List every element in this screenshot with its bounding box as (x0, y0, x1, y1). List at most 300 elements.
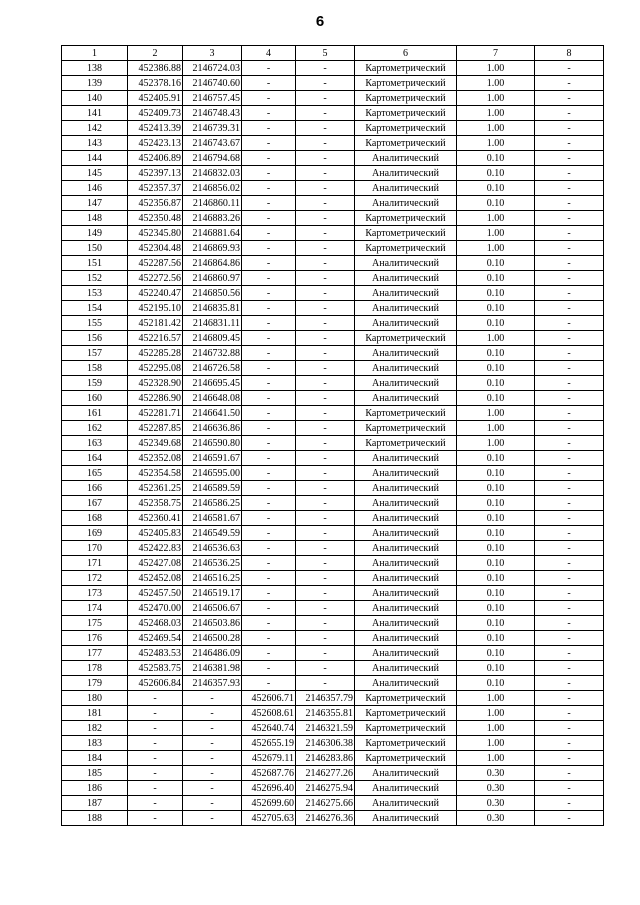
point-number-cell: 172 (62, 571, 128, 586)
y-coord-cell: 2146739.31 (183, 121, 242, 136)
y-coord-cell: 2146869.93 (183, 241, 242, 256)
x-coord-cell: - (128, 691, 183, 706)
note-cell: - (535, 796, 604, 811)
note-cell: - (535, 151, 604, 166)
point-number-cell: 175 (62, 616, 128, 631)
table-row (62, 106, 604, 121)
point-number-cell: 165 (62, 466, 128, 481)
y-coord-new-cell: - (296, 466, 355, 481)
x-coord-new-cell: - (242, 616, 296, 631)
accuracy-cell: 0.10 (457, 181, 535, 196)
table-row (62, 541, 604, 556)
x-coord-cell: - (128, 706, 183, 721)
method-cell: Аналитический (355, 796, 457, 811)
note-cell: - (535, 691, 604, 706)
note-cell: - (535, 331, 604, 346)
y-coord-new-cell: - (296, 76, 355, 91)
point-number-cell: 160 (62, 391, 128, 406)
y-coord-new-cell: - (296, 601, 355, 616)
table-row (62, 496, 604, 511)
method-cell: Аналитический (355, 616, 457, 631)
y-coord-cell: 2146832.03 (183, 166, 242, 181)
x-coord-cell: 452405.91 (128, 91, 183, 106)
point-number-cell: 146 (62, 181, 128, 196)
note-cell: - (535, 646, 604, 661)
y-coord-new-cell: - (296, 121, 355, 136)
method-cell: Аналитический (355, 811, 457, 826)
method-cell: Аналитический (355, 316, 457, 331)
x-coord-cell: 452469.54 (128, 631, 183, 646)
y-coord-new-cell: - (296, 511, 355, 526)
note-cell: - (535, 121, 604, 136)
x-coord-cell: 452295.08 (128, 361, 183, 376)
table-row (62, 811, 604, 826)
x-coord-cell: 452356.87 (128, 196, 183, 211)
point-number-cell: 159 (62, 376, 128, 391)
y-coord-new-cell: 2146355.81 (296, 706, 355, 721)
point-number-cell: 149 (62, 226, 128, 241)
x-coord-new-cell: - (242, 466, 296, 481)
point-number-cell: 167 (62, 496, 128, 511)
y-coord-cell: 2146864.86 (183, 256, 242, 271)
note-cell: - (535, 721, 604, 736)
method-cell: Аналитический (355, 481, 457, 496)
y-coord-new-cell: - (296, 196, 355, 211)
method-cell: Аналитический (355, 556, 457, 571)
x-coord-cell: 452583.75 (128, 661, 183, 676)
table-row (62, 526, 604, 541)
x-coord-new-cell: - (242, 256, 296, 271)
method-cell: Картометрический (355, 91, 457, 106)
method-cell: Аналитический (355, 376, 457, 391)
accuracy-cell: 0.10 (457, 361, 535, 376)
accuracy-cell: 0.30 (457, 781, 535, 796)
y-coord-new-cell: - (296, 586, 355, 601)
y-coord-cell: 2146590.80 (183, 436, 242, 451)
x-coord-cell: - (128, 796, 183, 811)
y-coord-new-cell: - (296, 481, 355, 496)
accuracy-cell: 0.10 (457, 646, 535, 661)
y-coord-cell: 2146589.59 (183, 481, 242, 496)
accuracy-cell: 0.10 (457, 556, 535, 571)
y-coord-new-cell: - (296, 571, 355, 586)
y-coord-cell: 2146860.11 (183, 196, 242, 211)
point-number-cell: 138 (62, 61, 128, 76)
accuracy-cell: 0.30 (457, 811, 535, 826)
page-number: 6 (315, 13, 325, 30)
note-cell: - (535, 616, 604, 631)
table-row (62, 736, 604, 751)
x-coord-new-cell: - (242, 346, 296, 361)
y-coord-cell: - (183, 706, 242, 721)
table-row (62, 631, 604, 646)
y-coord-cell: 2146636.86 (183, 421, 242, 436)
table-row (62, 481, 604, 496)
x-coord-new-cell: - (242, 181, 296, 196)
point-number-cell: 154 (62, 301, 128, 316)
table-row (62, 331, 604, 346)
x-coord-new-cell: - (242, 106, 296, 121)
x-coord-cell: 452345.80 (128, 226, 183, 241)
y-coord-cell: 2146695.45 (183, 376, 242, 391)
table-row (62, 646, 604, 661)
table-row (62, 301, 604, 316)
x-coord-new-cell: 452608.61 (242, 706, 296, 721)
table-row (62, 706, 604, 721)
x-coord-new-cell: 452606.71 (242, 691, 296, 706)
y-coord-cell: 2146831.11 (183, 316, 242, 331)
table-row (62, 121, 604, 136)
accuracy-cell: 0.10 (457, 166, 535, 181)
accuracy-cell: 0.30 (457, 796, 535, 811)
point-number-cell: 176 (62, 631, 128, 646)
method-cell: Картометрический (355, 436, 457, 451)
y-coord-cell: 2146856.02 (183, 181, 242, 196)
method-cell: Аналитический (355, 466, 457, 481)
x-coord-new-cell: 452679.11 (242, 751, 296, 766)
y-coord-new-cell: - (296, 181, 355, 196)
accuracy-cell: 1.00 (457, 76, 535, 91)
accuracy-cell: 1.00 (457, 91, 535, 106)
x-coord-new-cell: 452640.74 (242, 721, 296, 736)
note-cell: - (535, 166, 604, 181)
x-coord-cell: 452240.47 (128, 286, 183, 301)
x-coord-cell: 452272.56 (128, 271, 183, 286)
y-coord-new-cell: - (296, 676, 355, 691)
point-number-cell: 184 (62, 751, 128, 766)
point-number-cell: 143 (62, 136, 128, 151)
y-coord-cell: 2146835.81 (183, 301, 242, 316)
y-coord-cell: - (183, 736, 242, 751)
point-number-cell: 163 (62, 436, 128, 451)
point-number-cell: 169 (62, 526, 128, 541)
accuracy-cell: 1.00 (457, 436, 535, 451)
y-coord-cell: 2146740.60 (183, 76, 242, 91)
y-coord-cell: - (183, 691, 242, 706)
method-cell: Аналитический (355, 151, 457, 166)
method-cell: Картометрический (355, 721, 457, 736)
x-coord-new-cell: - (242, 601, 296, 616)
point-number-cell: 157 (62, 346, 128, 361)
x-coord-new-cell: 452699.60 (242, 796, 296, 811)
note-cell: - (535, 661, 604, 676)
table-row (62, 751, 604, 766)
y-coord-new-cell: - (296, 646, 355, 661)
x-coord-cell: 452354.58 (128, 466, 183, 481)
accuracy-cell: 1.00 (457, 751, 535, 766)
x-coord-cell: 452483.53 (128, 646, 183, 661)
x-coord-new-cell: - (242, 226, 296, 241)
point-number-cell: 140 (62, 91, 128, 106)
note-cell: - (535, 601, 604, 616)
x-coord-new-cell: - (242, 316, 296, 331)
y-coord-cell: - (183, 766, 242, 781)
x-coord-new-cell: - (242, 451, 296, 466)
accuracy-cell: 1.00 (457, 241, 535, 256)
y-coord-new-cell: - (296, 211, 355, 226)
x-coord-cell: 452452.08 (128, 571, 183, 586)
note-cell: - (535, 736, 604, 751)
x-coord-new-cell: - (242, 286, 296, 301)
point-number-cell: 183 (62, 736, 128, 751)
method-cell: Аналитический (355, 361, 457, 376)
accuracy-cell: 0.10 (457, 346, 535, 361)
accuracy-cell: 0.30 (457, 766, 535, 781)
accuracy-cell: 0.10 (457, 316, 535, 331)
x-coord-new-cell: - (242, 301, 296, 316)
x-coord-new-cell: - (242, 526, 296, 541)
x-coord-cell: 452427.08 (128, 556, 183, 571)
y-coord-cell: 2146357.93 (183, 676, 242, 691)
y-coord-new-cell: - (296, 361, 355, 376)
table-row (62, 241, 604, 256)
table-row (62, 151, 604, 166)
table-row (62, 256, 604, 271)
y-coord-new-cell: - (296, 91, 355, 106)
y-coord-new-cell: 2146276.36 (296, 811, 355, 826)
y-coord-cell: 2146748.43 (183, 106, 242, 121)
table-row (62, 511, 604, 526)
method-cell: Аналитический (355, 451, 457, 466)
point-number-cell: 153 (62, 286, 128, 301)
y-coord-cell: 2146591.67 (183, 451, 242, 466)
note-cell: - (535, 106, 604, 121)
accuracy-cell: 0.10 (457, 451, 535, 466)
note-cell: - (535, 76, 604, 91)
method-cell: Аналитический (355, 676, 457, 691)
note-cell: - (535, 811, 604, 826)
point-number-cell: 150 (62, 241, 128, 256)
point-number-cell: 182 (62, 721, 128, 736)
note-cell: - (535, 511, 604, 526)
note-cell: - (535, 766, 604, 781)
note-cell: - (535, 346, 604, 361)
x-coord-new-cell: - (242, 241, 296, 256)
y-coord-new-cell: - (296, 346, 355, 361)
note-cell: - (535, 286, 604, 301)
note-cell: - (535, 301, 604, 316)
method-cell: Аналитический (355, 511, 457, 526)
x-coord-new-cell: - (242, 211, 296, 226)
accuracy-cell: 1.00 (457, 226, 535, 241)
x-coord-new-cell: - (242, 166, 296, 181)
y-coord-cell: 2146586.25 (183, 496, 242, 511)
table-row (62, 226, 604, 241)
note-cell: - (535, 676, 604, 691)
table-row (62, 181, 604, 196)
point-number-cell: 168 (62, 511, 128, 526)
y-coord-cell: 2146648.08 (183, 391, 242, 406)
point-number-cell: 185 (62, 766, 128, 781)
y-coord-cell: - (183, 781, 242, 796)
x-coord-cell: 452406.89 (128, 151, 183, 166)
point-number-cell: 148 (62, 211, 128, 226)
accuracy-cell: 0.10 (457, 481, 535, 496)
y-coord-cell: 2146757.45 (183, 91, 242, 106)
y-coord-new-cell: - (296, 526, 355, 541)
note-cell: - (535, 571, 604, 586)
accuracy-cell: 1.00 (457, 136, 535, 151)
x-coord-cell: 452378.16 (128, 76, 183, 91)
method-cell: Аналитический (355, 766, 457, 781)
x-coord-cell: 452386.88 (128, 61, 183, 76)
method-cell: Аналитический (355, 601, 457, 616)
point-number-cell: 181 (62, 706, 128, 721)
y-coord-new-cell: - (296, 631, 355, 646)
note-cell: - (535, 316, 604, 331)
note-cell: - (535, 181, 604, 196)
y-coord-cell: 2146519.17 (183, 586, 242, 601)
x-coord-new-cell: - (242, 331, 296, 346)
table-row (62, 271, 604, 286)
x-coord-cell: 452413.39 (128, 121, 183, 136)
method-cell: Аналитический (355, 346, 457, 361)
point-number-cell: 186 (62, 781, 128, 796)
x-coord-new-cell: 452696.40 (242, 781, 296, 796)
x-coord-cell: 452287.85 (128, 421, 183, 436)
y-coord-new-cell: - (296, 406, 355, 421)
point-number-cell: 170 (62, 541, 128, 556)
table-row (62, 661, 604, 676)
table-row (62, 316, 604, 331)
method-cell: Аналитический (355, 181, 457, 196)
x-coord-new-cell: - (242, 556, 296, 571)
x-coord-cell: 452409.73 (128, 106, 183, 121)
method-cell: Картометрический (355, 76, 457, 91)
note-cell: - (535, 631, 604, 646)
column-header: 8 (535, 46, 604, 61)
column-header: 1 (62, 46, 128, 61)
table-row (62, 676, 604, 691)
method-cell: Картометрический (355, 751, 457, 766)
point-number-cell: 151 (62, 256, 128, 271)
point-number-cell: 152 (62, 271, 128, 286)
accuracy-cell: 1.00 (457, 691, 535, 706)
point-number-cell: 158 (62, 361, 128, 376)
y-coord-cell: 2146536.25 (183, 556, 242, 571)
x-coord-cell: 452606.84 (128, 676, 183, 691)
note-cell: - (535, 61, 604, 76)
x-coord-new-cell: - (242, 196, 296, 211)
method-cell: Аналитический (355, 571, 457, 586)
accuracy-cell: 0.10 (457, 256, 535, 271)
y-coord-new-cell: - (296, 301, 355, 316)
y-coord-new-cell: - (296, 316, 355, 331)
method-cell: Аналитический (355, 781, 457, 796)
method-cell: Аналитический (355, 271, 457, 286)
table-row (62, 376, 604, 391)
column-header: 6 (355, 46, 457, 61)
x-coord-new-cell: - (242, 661, 296, 676)
table-row (62, 346, 604, 361)
x-coord-new-cell: - (242, 646, 296, 661)
y-coord-cell: 2146595.00 (183, 466, 242, 481)
y-coord-new-cell: - (296, 61, 355, 76)
column-header: 5 (296, 46, 355, 61)
x-coord-new-cell: - (242, 481, 296, 496)
table-row (62, 586, 604, 601)
accuracy-cell: 0.10 (457, 196, 535, 211)
y-coord-new-cell: 2146283.86 (296, 751, 355, 766)
point-number-cell: 177 (62, 646, 128, 661)
method-cell: Аналитический (355, 541, 457, 556)
method-cell: Картометрический (355, 136, 457, 151)
accuracy-cell: 0.10 (457, 601, 535, 616)
x-coord-new-cell: - (242, 631, 296, 646)
point-number-cell: 142 (62, 121, 128, 136)
point-number-cell: 180 (62, 691, 128, 706)
y-coord-new-cell: - (296, 226, 355, 241)
note-cell: - (535, 496, 604, 511)
point-number-cell: 161 (62, 406, 128, 421)
y-coord-cell: 2146486.09 (183, 646, 242, 661)
x-coord-cell: - (128, 781, 183, 796)
accuracy-cell: 0.10 (457, 676, 535, 691)
note-cell: - (535, 226, 604, 241)
x-coord-cell: - (128, 811, 183, 826)
accuracy-cell: 1.00 (457, 331, 535, 346)
x-coord-cell: 452216.57 (128, 331, 183, 346)
y-coord-new-cell: - (296, 556, 355, 571)
method-cell: Аналитический (355, 196, 457, 211)
y-coord-new-cell: 2146306.38 (296, 736, 355, 751)
point-number-cell: 179 (62, 676, 128, 691)
x-coord-new-cell: - (242, 76, 296, 91)
note-cell: - (535, 241, 604, 256)
method-cell: Аналитический (355, 166, 457, 181)
y-coord-new-cell: - (296, 166, 355, 181)
x-coord-new-cell: - (242, 676, 296, 691)
note-cell: - (535, 361, 604, 376)
method-cell: Картометрический (355, 691, 457, 706)
note-cell: - (535, 406, 604, 421)
note-cell: - (535, 196, 604, 211)
note-cell: - (535, 421, 604, 436)
y-coord-new-cell: - (296, 136, 355, 151)
point-number-cell: 188 (62, 811, 128, 826)
note-cell: - (535, 751, 604, 766)
y-coord-cell: 2146381.98 (183, 661, 242, 676)
x-coord-new-cell: - (242, 421, 296, 436)
note-cell: - (535, 211, 604, 226)
y-coord-cell: - (183, 721, 242, 736)
point-number-cell: 166 (62, 481, 128, 496)
note-cell: - (535, 136, 604, 151)
accuracy-cell: 0.10 (457, 286, 535, 301)
x-coord-new-cell: - (242, 61, 296, 76)
method-cell: Аналитический (355, 301, 457, 316)
y-coord-cell: 2146536.63 (183, 541, 242, 556)
x-coord-cell: 452281.71 (128, 406, 183, 421)
method-cell: Аналитический (355, 391, 457, 406)
table-header-row (62, 46, 604, 61)
x-coord-new-cell: - (242, 511, 296, 526)
x-coord-cell: 452304.48 (128, 241, 183, 256)
y-coord-new-cell: - (296, 436, 355, 451)
note-cell: - (535, 466, 604, 481)
accuracy-cell: 0.10 (457, 151, 535, 166)
method-cell: Аналитический (355, 496, 457, 511)
point-number-cell: 187 (62, 796, 128, 811)
y-coord-cell: 2146860.97 (183, 271, 242, 286)
table-row (62, 361, 604, 376)
x-coord-new-cell: - (242, 391, 296, 406)
x-coord-new-cell: 452687.76 (242, 766, 296, 781)
x-coord-new-cell: - (242, 361, 296, 376)
accuracy-cell: 0.10 (457, 631, 535, 646)
column-header: 4 (242, 46, 296, 61)
method-cell: Аналитический (355, 646, 457, 661)
